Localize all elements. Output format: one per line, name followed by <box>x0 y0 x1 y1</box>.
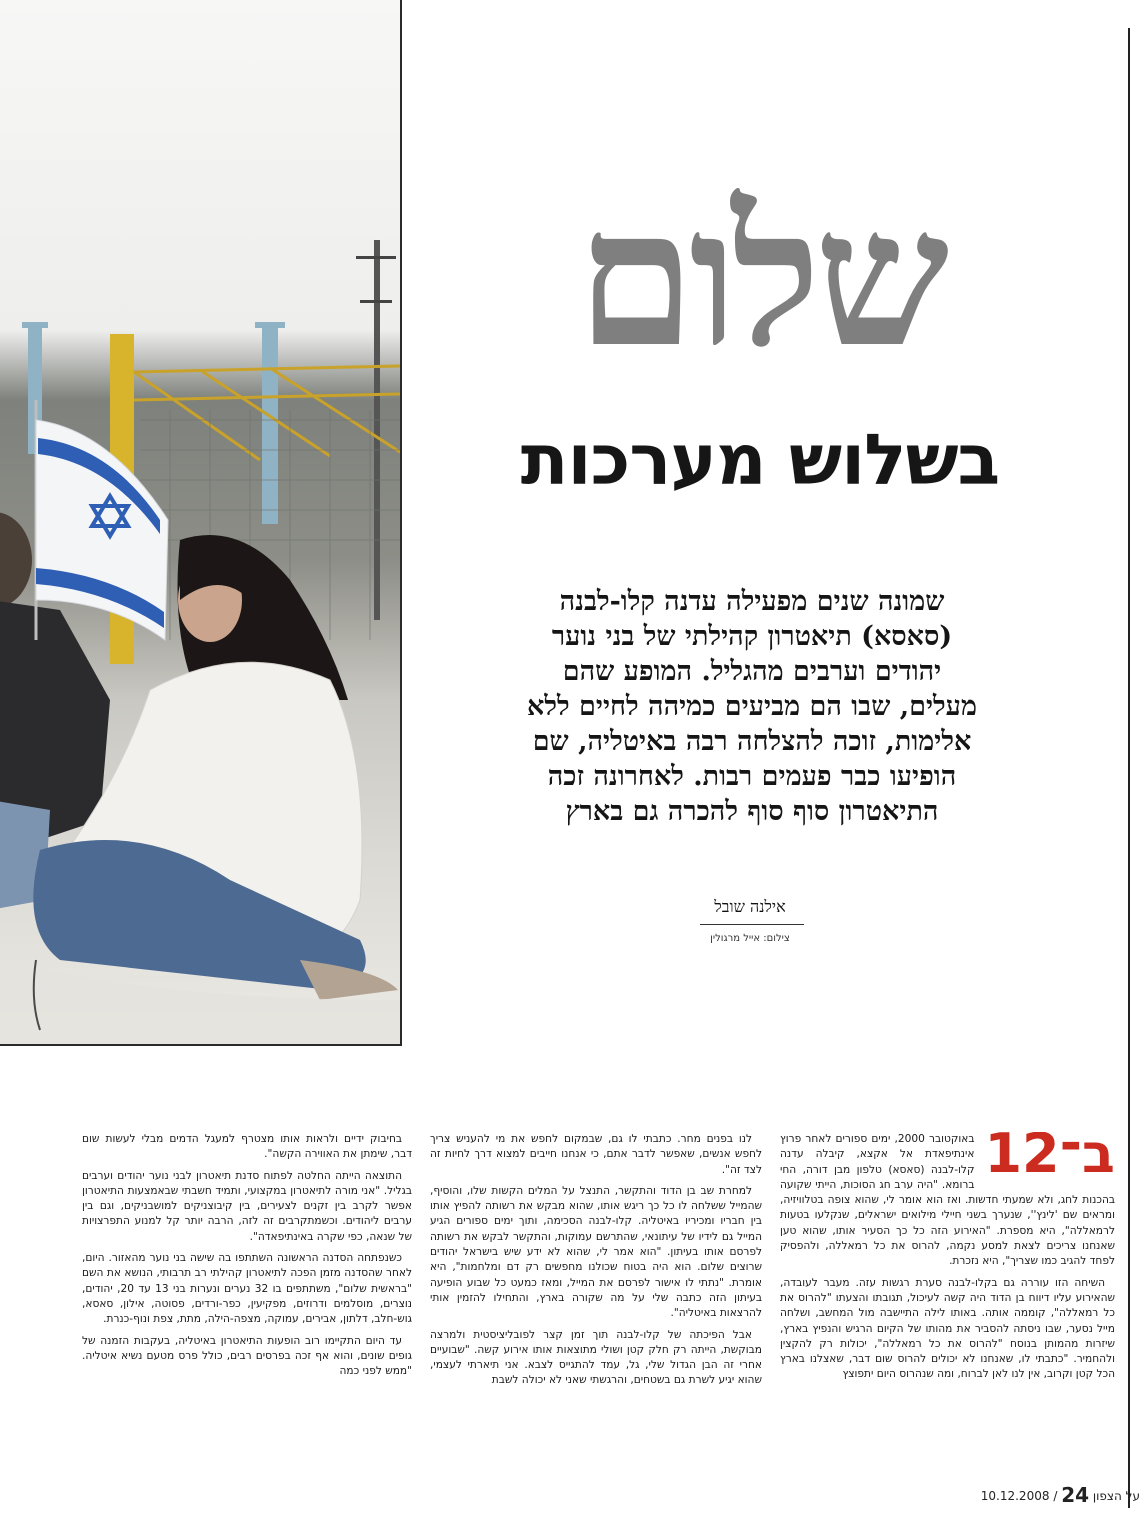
power-pole <box>374 240 380 620</box>
folio-publication: על הצפון <box>1092 1489 1140 1503</box>
lede-line: יהודים וערבים מהגליל. המופע שהם <box>562 656 942 687</box>
article-paragraph: לנו בפנים מחר. כתבתי לו גם, שבמקום לחפש את מי להעניש צריך לחפש אנשים, שאפשר לדבר אתם, כי אנחנו חייבים למצוא דרך לחיות זה לצד זה". <box>430 1133 762 1176</box>
article-column-3 <box>82 1132 412 1462</box>
article-paragraph: עד היום התקיימו רוב הופעות התיאטרון באיטליה, בעקבות הזמנה של גופים שונים, והוא אף זכה בפרסים רבים, כולל פרס מטעם נשיא איטליה. "ממש לפני כמה <box>82 1334 412 1378</box>
headline-main: שלום <box>576 166 944 389</box>
page-folio <box>940 1485 1140 1506</box>
blue-post-right <box>262 324 278 524</box>
lede-line: שמונה שנים מפעילה עדנה קלו-לבנה <box>559 586 945 617</box>
article-paragraph: למחרת שב בן הדוד והתקשר, התנצל על המלים הקשות שלו, והוסיף, שהמייל ששלחה לו כל כך ריגש אותו, שהוא מבקש את רשותה להפיץ אותו בין חבריו ומכיריו באיטליה. קלו-לבנה הסכימה, ותוך ימים ספורים הגיע המייל גם לידיו של עיתונאי, שהתרשם עמוקות, והתקשר לבקש את רשותה לפרסם אותו בעיתון. "הוא אמר לי, שהוא לא ידע שיש בישראל יהודים שרוצים שלום. הוא היה בטוח שכולנו מחפשים רק דם ומלחמות", היא אומרת. "נתתי לו אישור לפרסם את המייל, ומאז כמעט כל שבוע הופיעה בעיתון הזה כתבה שלי על מה שקורה בארץ, והתחילו להזמין אותי להרצאות באיטליה". <box>430 1184 762 1320</box>
article-paragraph: באוקטובר 2000, ימים ספורים לאחר פרוץ אינתיפאדת אל אקצא, קיבלה עדנה קלו-לבנה (סאסא) טלפון מבן דורה, החי ברומא. "היה ערב חג הסוכות, הייתי שקועה בהכנות לחג, ולא שמעתי חדשות. ואז הוא אומר לי, שהוא צופה בטלוויזיה, ומראים שם 'לינץ'', שנערך בשני חיילי מילואים ישראלים, שנקלעו בטעות לרמאללה", היא מספרת. "האירוע הזה כל כך הסעיר אותו, שהוא טען שאנחנו צריכים לצאת למסע נקמה, להרוס את כל רמאללה, ולהפסיק לפחד להגיב כמו שצריך", היא נזכרת. <box>780 1133 1115 1268</box>
lede-line: מעלים, שבו הם מביעים כמיהה לחיים ללא <box>527 691 977 722</box>
article-photo <box>0 0 402 1046</box>
drop-cap: ב־12 <box>984 1132 1115 1185</box>
page-edge-rule <box>1128 28 1130 1508</box>
article-paragraph: כשנפתחה הסדנה הראשונה השתתפו בה שישה בני נוער מהאזור. היום, לאחר שהסדנה מזמן הפכה לתיאטרון קהילתי רב תרבותי, הנושא את השם "בראשית שלום", משתתפים בו 32 נערים ונערות בני 13 עד 20, יהודים, נוצרים, מוסלמים ודרוזים, מפקיעין, כפר-ורדים, פסוטה, אילון, סאסא, גוש-חלב, דלתון, אבירים, עמוקה, מצפה-הילה, מתת, צפת ונוף-כנרת. <box>82 1252 412 1326</box>
lede-line: אלימות, זוכה להצלחה רבה באיטליה, שם <box>532 726 972 757</box>
headline-sub: בשלוש מערכות <box>520 419 1000 501</box>
article-paragraph: התוצאה הייתה החלטה לפתוח סדנת תיאטרון לבני נוער יהודים וערבים בגליל. "אני מורה לתיאטרון במקצועי, ותמיד חשבתי שבאמצעות התיאטרון אפשר לקרב בין זקנים לצעירים, בין קיבוצניקים למושבניקים, וגם בין ערבים ליהודים. וכשמתקרבים זה לזה, הרבה יותר קל למנוע התפרצויות של שנאה, כפי שקרה באינתיפאדה". <box>82 1169 412 1243</box>
byline-author: אילנה שובל <box>714 897 786 916</box>
folio-separator: / <box>1053 1489 1058 1503</box>
byline-divider <box>700 924 804 925</box>
folio-page-number: 24 <box>1061 1483 1090 1507</box>
person-left-jacket <box>0 600 110 840</box>
article-paragraph: אבל הפיכתה של קלו-לבנה תוך זמן קצר לפובליציסטית ולמרצה מבוקשת, הייתה רק חלק קטן ושולי מתוצאות אותו אירוע קשה. "שבועיים אחרי זה הבן הגדול שלי, גל, עמד להתגייס לצבא. אני תיארתי לעצמי, שהוא יגיע לשרת גם בשטחים, והרגשתי שאני לא יכולה לשבת <box>430 1328 762 1387</box>
lede-line: הופיעו כבר פעמים רבות. לאחרונה זכה <box>547 761 957 792</box>
photo-credit: צילום: אייל מרגולין <box>710 933 790 944</box>
lede-line: (סאסא) תיאטרון קהילתי של בני נוער <box>551 621 953 652</box>
folio-date: 10.12.2008 <box>980 1489 1050 1503</box>
lede-line: התיאטרון סוף סוף להכרה גם בארץ <box>565 796 939 827</box>
lede-paragraph <box>492 584 1012 829</box>
article-column-2 <box>430 1132 762 1462</box>
article-paragraph: השיחה הזו עוררה גם בקלו-לבנה סערת רגשות עזה. מעבר לעובדה, שהאירוע עליו דיווח בן הדוד היה קשה לעיכול, תגובתו והצעתו "להרוס את כל רמאללה", קוממה אותה. באותו לילה התיישבה מול המחשב, ושלחה מייל נסער, שבו ניסתה להסביר את מהותו של הקיום הרגיש והנפיץ בארץ, שיזרות מהמותן בנוסח "להרוס את כל רמאללה", יכולות רק להקצין ולהחמיר. "כתבתי לו, שאנחנו לא יכולים להרוס שום דבר, שאצלנו בארץ הכל קטן וקרוב, אין לנו לאן לברוח, ומה שנהרוס היום יתפוצץ <box>780 1276 1115 1381</box>
article-column-1 <box>780 1132 1115 1462</box>
article-paragraph: בחיבוק ידיים ולראות אותו מצטרף למעגל הדמים מבלי לעשות שום דבר, שימתן את האווירה הקשה". <box>82 1133 412 1161</box>
photo-illustration <box>0 0 400 1044</box>
